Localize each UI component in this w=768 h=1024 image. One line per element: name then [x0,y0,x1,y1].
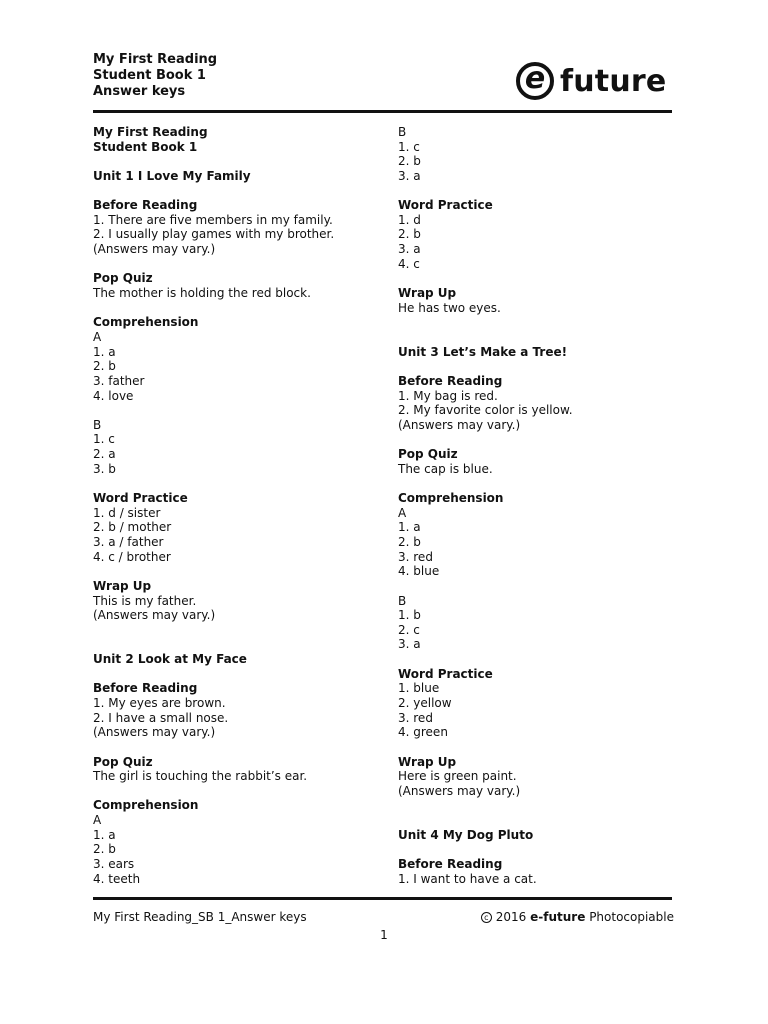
answer-line: 2. c [398,622,420,637]
answer-line: 3. ears [93,857,135,872]
copyright-suffix: Photocopiable [589,910,674,924]
answer-line: This is my father. [93,593,197,608]
section-heading: Before Reading [93,681,198,696]
blank-line [398,330,688,345]
section-heading: Unit 1 I Love My Family [93,168,251,183]
blank-line [398,432,688,447]
answer-line: 1. My bag is red. [398,388,498,403]
answer-line: 2. b [93,842,116,857]
blank-line [398,271,688,286]
blank-line [398,359,688,374]
blank-line [398,813,688,828]
section-heading: Pop Quiz [398,447,458,462]
blank-line [93,740,383,755]
answer-line: 4. green [398,725,448,740]
section-heading: Pop Quiz [93,271,153,286]
blank-line [398,740,688,755]
answer-line: 1. My eyes are brown. [93,695,226,710]
blank-line [398,652,688,667]
blank-line [93,667,383,682]
answer-line: 3. red [398,549,433,564]
answer-line: 3. a [398,637,421,652]
answer-line: 1. a [93,827,116,842]
section-heading: Word Practice [398,666,493,681]
right-column [398,125,688,886]
answer-line: (Answers may vary.) [398,417,521,432]
answer-line: 1. I want to have a cat. [398,871,537,886]
answer-line: 1. c [93,432,115,447]
answer-line: A [93,329,102,344]
answer-line: 3. a / father [93,534,164,549]
blank-line [93,257,383,272]
answer-line: 2. yellow [398,695,452,710]
answer-line: 4. c / brother [93,549,171,564]
answer-line: B [398,125,407,139]
answer-line: 1. c [398,139,420,154]
section-heading: Unit 2 Look at My Face [93,652,247,667]
blank-line [398,579,688,594]
answer-line: The girl is touching the rabbit’s ear. [93,769,308,784]
blank-line [398,184,688,199]
header-line-2: Student Book 1 [93,68,206,83]
section-heading: Word Practice [398,198,493,213]
answer-line: The cap is blue. [398,461,493,476]
section-heading: Before Reading [398,373,503,388]
answer-line: 3. a [398,168,421,183]
blank-line [398,476,688,491]
answer-line: He has two eyes. [398,300,501,315]
answer-line: A [398,505,407,520]
answer-line: 2. b [398,154,421,169]
answer-line: 1. d [398,212,421,227]
header-line-1: My First Reading [93,52,218,67]
e-future-logo [516,58,666,104]
answer-line: 2. b [398,227,421,242]
blank-line [93,154,383,169]
answer-line: Here is green paint. [398,769,517,784]
section-heading: Unit 3 Let’s Make a Tree! [398,344,568,359]
section-heading: Before Reading [398,857,503,872]
blank-line [93,623,383,638]
blank-line [93,476,383,491]
blank-line [93,184,383,199]
answer-line: 4. c [398,256,420,271]
footer-copyright [481,910,674,924]
answer-line: 2. b [398,534,421,549]
answer-line: The mother is holding the red block. [93,286,311,301]
blank-line [93,637,383,652]
answer-line: 1. There are five members in my family. [93,212,333,227]
section-heading: Comprehension [93,315,199,330]
answer-line: B [398,593,407,608]
copyright-icon: c [481,912,492,923]
answer-line: 2. a [93,447,116,462]
section-heading: Unit 4 My Dog Pluto [398,827,534,842]
answer-line: 2. b [93,359,116,374]
document-header-title [93,52,217,100]
header-divider [93,110,672,113]
answer-line: 2. I usually play games with my brother. [93,227,335,242]
blank-line [93,403,383,418]
logo-circle-e-icon: e [516,62,554,100]
section-heading: Comprehension [398,491,504,506]
header-line-3: Answer keys [93,84,186,99]
footer-divider [93,897,672,900]
copyright-brand: e-future [530,910,586,924]
answer-line: 4. teeth [93,871,141,886]
answer-line: 3. b [93,461,116,476]
blank-line [398,315,688,330]
section-heading: Pop Quiz [93,754,153,769]
blank-line [93,301,383,316]
left-column [93,125,383,886]
answer-line: 3. red [398,710,433,725]
page-number: 1 [380,928,388,942]
answer-line: (Answers may vary.) [93,608,216,623]
answer-line: 4. blue [398,564,440,579]
answer-line: B [93,417,102,432]
logo-wordmark: future [560,63,667,99]
footer-document-name: My First Reading_SB 1_Answer keys [93,910,307,924]
answer-line: 3. father [93,373,145,388]
answer-line: 3. a [398,242,421,257]
answer-line: 2. b / mother [93,520,172,535]
answer-line: 2. My favorite color is yellow. [398,403,573,418]
blank-line [398,842,688,857]
answer-line: 1. blue [398,681,440,696]
answer-line: A [93,813,102,828]
section-heading: Wrap Up [93,578,152,593]
section-heading: Before Reading [93,198,198,213]
section-heading: Student Book 1 [93,139,198,154]
copyright-year: 2016 [495,910,527,924]
answer-line: 1. b [398,608,421,623]
section-heading: Word Practice [93,491,188,506]
answer-line: (Answers may vary.) [93,242,216,257]
section-heading: Comprehension [93,798,199,813]
answer-line: 1. a [398,520,421,535]
answer-line: (Answers may vary.) [398,783,521,798]
section-heading: Wrap Up [398,754,457,769]
blank-line [93,564,383,579]
answer-line: 4. love [93,388,134,403]
answer-line: 1. a [93,344,116,359]
blank-line [93,784,383,799]
section-heading: My First Reading [93,125,208,139]
answer-line: (Answers may vary.) [93,725,216,740]
answer-line: 1. d / sister [93,505,161,520]
blank-line [398,798,688,813]
answer-line: 2. I have a small nose. [93,710,229,725]
section-heading: Wrap Up [398,286,457,301]
